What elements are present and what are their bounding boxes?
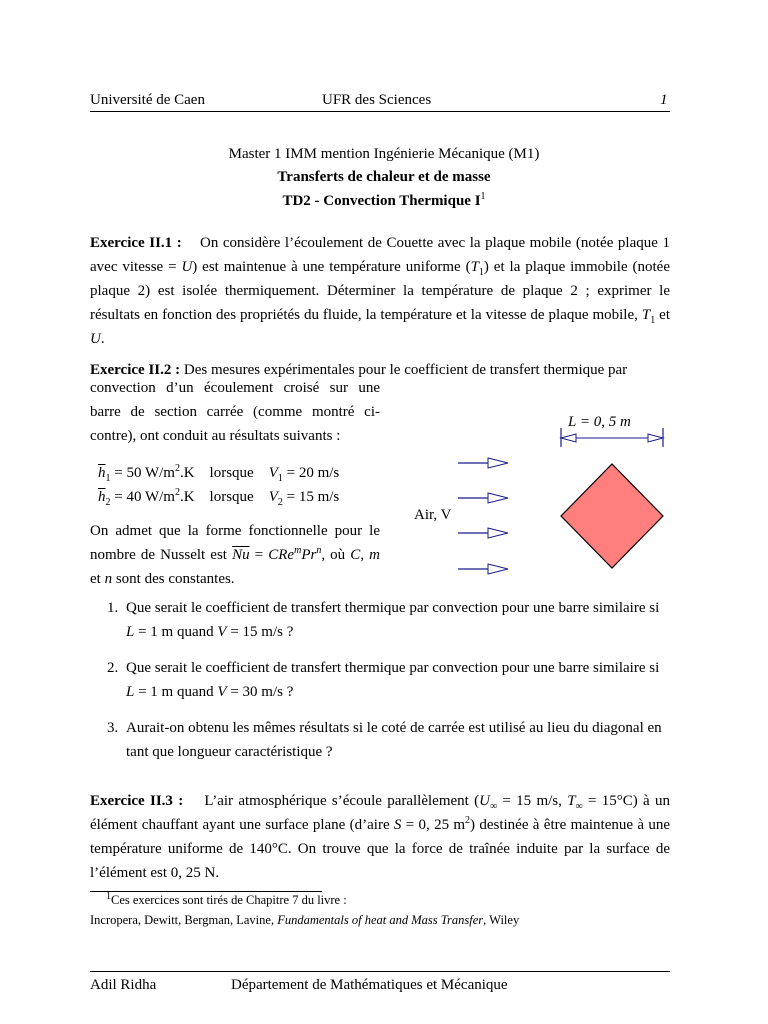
page-number: 1: [660, 92, 668, 108]
footer-department: Département de Mathématiques et Mécanique: [231, 977, 508, 993]
length-label: L = 0, 5 m: [568, 414, 631, 430]
footnote-ref: 1: [480, 191, 486, 202]
course-program: Master 1 IMM mention Ingénierie Mécanique (M1): [228, 146, 540, 162]
square-bar-cross-section: [561, 464, 663, 568]
course-title: Transferts de chaleur et de masse: [277, 169, 491, 185]
exercise-2-label: Exercice II.2 :: [90, 362, 181, 378]
footnote-line-1: $^1$Ces exercices sont tirés de Chapitre 7 du livre :: [106, 890, 347, 907]
air-label: Air, V: [414, 507, 452, 523]
nusselt-text: On admet que la forme fonctionnelle pour le nombre de Nusselt est $\overline{Nu} = CRe^mPr^n$, où C, m et n sont des constantes.: [90, 523, 381, 587]
exercise-2-intro: Exercice II.2 : Des mesures expérimentales pour le coefficient de transfert thermique par: [90, 362, 628, 378]
exercise-1-label: Exercice II.1 :: [90, 235, 182, 251]
exercise-3: Exercice II.3 : L’air atmosphérique s’écoule parallèlement ($U_\infty = 15$ m/s, $T_\infty = 15^\circ C$) à un élément chauffant ayant une surface plane (d’aire S = 0, 25 $m^2$) destinée à être maintenue à une température uniforme de 140°C. On trouve que la force de traînée induite par la surface de l’élément est 0, 25 N.: [90, 793, 671, 881]
question-2: 2. Que serait le coefficient de transfert thermique par convection pour une barre similaire si L = 1 m quand V = 30 m/s ?: [107, 660, 660, 700]
flow-arrows: [458, 458, 508, 574]
header-university: Université de Caen: [90, 92, 205, 108]
header-faculty: UFR des Sciences: [322, 92, 432, 108]
footer-author: Adil Ridha: [90, 977, 157, 993]
exercise-1: Exercice II.1 : On considère l’écoulement de Couette avec la plaque mobile (notée plaque 1 avec vitesse = U) est maintenue à une température uniforme $(T_1)$ et la plaque immobile (notée plaque 2) est isolée thermiquement. Déterminer la température de plaque 2 ; exprimer le résultats en fonction des propriétés du fluide, la température et la vitesse de plaque mobile, $T_1$ et U.: [90, 235, 670, 347]
footer-rule: [90, 971, 670, 972]
question-list: [90, 596, 670, 764]
footnote-reference: Incropera, Dewitt, Bergman, Lavine, Fundamentals of heat and Mass Transfer, Wiley: [90, 913, 520, 927]
question-1: 1. Que serait le coefficient de transfert thermique par convection pour une barre similaire si L = 1 m quand V = 15 m/s ?: [107, 600, 660, 640]
td-title: TD2 - Convection Thermique $I^1$: [282, 191, 486, 209]
question-3: 3. Aurait-on obtenu les mêmes résultats si le coté de carrée est utilisé au lieu du diagonal en tant que longueur caractéristique ?: [107, 720, 662, 760]
footnote-rule: [90, 891, 322, 892]
exercise-2-column-text: convection d’un écoulement croisé sur une barre de section carrée (comme montré ci-contre), ont conduit au résultats suivants :: [90, 380, 380, 444]
exercise-3-label: Exercice II.3 :: [90, 793, 184, 809]
square-bar-figure: [400, 400, 680, 590]
result-row-2: $\overline{h}_2 = 40$ $W/m^2.K$ lorsque $V_2 = 15$ m/s: [98, 487, 340, 508]
header-rule: [90, 111, 670, 112]
result-row-1: $\overline{h}_1 = 50$ $W/m^2.K$ lorsque $V_1 = 20$ m/s: [98, 463, 340, 484]
